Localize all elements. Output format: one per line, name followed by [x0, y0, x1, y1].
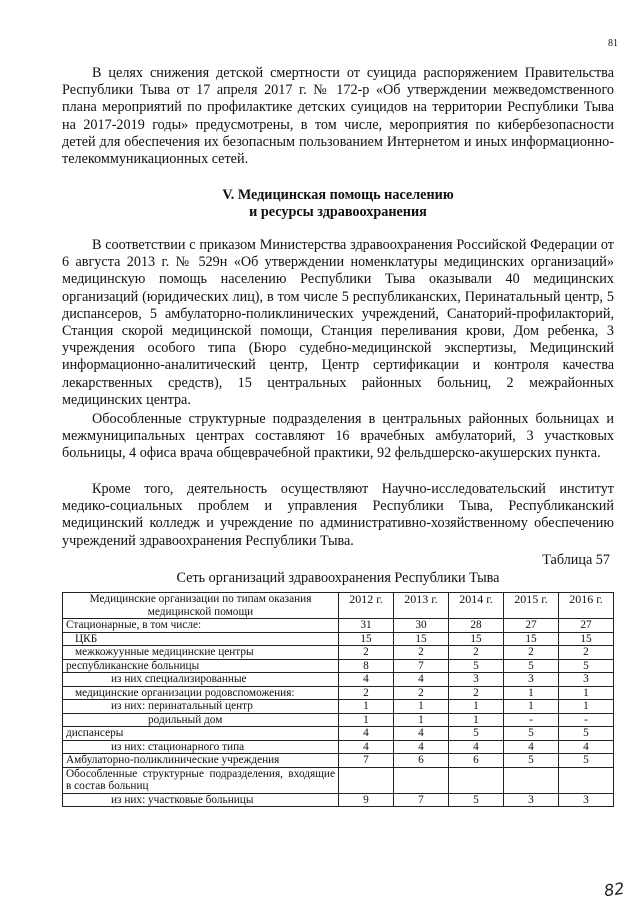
- cell-value: 7: [394, 659, 449, 673]
- table-row: [63, 673, 614, 687]
- cell-value: 9: [339, 793, 394, 807]
- table-row: [63, 713, 614, 727]
- cell-value: 7: [394, 793, 449, 807]
- cell-value: 1: [559, 686, 614, 700]
- table-row: [63, 619, 614, 633]
- cell-value: 4: [339, 727, 394, 741]
- table-row: [63, 700, 614, 714]
- cell-value: 4: [504, 740, 559, 754]
- paragraph-structural-units: Обособленные структурные подразделения в центральных районных больницах и межмуниципальных центрах составляют 16 врачебных амбулаторий, 3 участковых больницы, 4 офиса врача общеврачебной практики, 92 фельдшерско-акушерских пункта.: [62, 411, 614, 462]
- cell-value: 2: [394, 686, 449, 700]
- cell-value: 8: [339, 659, 394, 673]
- cell-value: 3: [449, 673, 504, 687]
- handwritten-page-mark: 82: [602, 878, 626, 901]
- table-number: Таблица 57: [542, 552, 610, 568]
- cell-value: 1: [504, 700, 559, 714]
- cell-value: 1: [339, 700, 394, 714]
- table-title: Сеть организаций здравоохранения Республики Тыва: [176, 570, 500, 586]
- row-label: из них: стационарного типа: [63, 740, 339, 754]
- header-year: 2013 г.: [394, 593, 449, 619]
- cell-value: [339, 767, 394, 793]
- cell-value: 15: [394, 632, 449, 646]
- table-row: [63, 740, 614, 754]
- cell-value: 4: [394, 740, 449, 754]
- cell-value: -: [559, 713, 614, 727]
- cell-value: 4: [339, 740, 394, 754]
- row-label: Обособленные структурные подразделения, входящие в состав больниц: [63, 767, 339, 793]
- cell-value: 5: [449, 727, 504, 741]
- cell-value: 4: [394, 673, 449, 687]
- cell-value: 1: [449, 700, 504, 714]
- cell-value: 2: [394, 646, 449, 660]
- cell-value: 2: [559, 646, 614, 660]
- row-label: медицинские организации родовспоможения:: [63, 686, 339, 700]
- cell-value: 31: [339, 619, 394, 633]
- cell-value: 2: [339, 646, 394, 660]
- header-year: 2012 г.: [339, 593, 394, 619]
- table-row: [63, 767, 614, 793]
- cell-value: 2: [504, 646, 559, 660]
- cell-value: 15: [504, 632, 559, 646]
- cell-value: 5: [449, 659, 504, 673]
- cell-value: [559, 767, 614, 793]
- cell-value: 1: [559, 700, 614, 714]
- table-row: [63, 686, 614, 700]
- cell-value: 5: [559, 754, 614, 768]
- header-year: 2014 г.: [449, 593, 504, 619]
- row-label: Амбулаторно-поликлинические учреждения: [63, 754, 339, 768]
- section-heading-line2: и ресурсы здравоохранения: [249, 204, 427, 220]
- header-year: 2015 г.: [504, 593, 559, 619]
- cell-value: 27: [504, 619, 559, 633]
- section-heading-line1: V. Медицинская помощь населению: [222, 187, 454, 203]
- cell-value: 3: [559, 793, 614, 807]
- cell-value: 4: [394, 727, 449, 741]
- row-label: из них: перинатальный центр: [63, 700, 339, 714]
- cell-value: 4: [339, 673, 394, 687]
- section-heading: [62, 187, 614, 221]
- header-label: Медицинские организации по типам оказания медицинской помощи: [63, 593, 339, 619]
- table-row: [63, 727, 614, 741]
- row-label: межкожуунные медицинские центры: [63, 646, 339, 660]
- cell-value: 1: [339, 713, 394, 727]
- cell-value: 3: [504, 673, 559, 687]
- table-header-row: [63, 593, 614, 619]
- table-row: [63, 659, 614, 673]
- cell-value: 1: [504, 686, 559, 700]
- cell-value: 15: [559, 632, 614, 646]
- cell-value: 4: [449, 740, 504, 754]
- cell-value: 5: [504, 727, 559, 741]
- row-label: диспансеры: [63, 727, 339, 741]
- paragraph-medical-organizations: В соответствии с приказом Министерства здравоохранения Российской Федерации от 6 августа 2013 г. № 529н «Об утверждении номенклатуры медицинских организаций» медицинскую помощь населению Республики Тыва оказывали 40 медицинских организаций (юридических лиц), в том числе 5 республиканских, Перинатальный центр, 5 диспансеров, 5 амбулаторно-поликлинических учреждений, Санаторий-профилакторий, Станция скорой медицинской помощи, Станция переливания крови, Дом ребенка, 3 учреждения особого типа (Бюро судебно-медицинской экспертизы, Медицинский информационно-аналитический центр, Центр сертификации и контроля качества лекарственных средств), 15 центральных районных больниц, 2 межрайонных медицинских центра.: [62, 237, 614, 408]
- cell-value: [394, 767, 449, 793]
- cell-value: [449, 767, 504, 793]
- cell-value: 3: [559, 673, 614, 687]
- table-row: [63, 793, 614, 807]
- cell-value: 5: [559, 659, 614, 673]
- cell-value: 5: [504, 754, 559, 768]
- cell-value: 1: [394, 713, 449, 727]
- cell-value: 3: [504, 793, 559, 807]
- paragraph-other-institutions: Кроме того, деятельность осуществляют Научно-исследовательский институт медико-социальных проблем и управления Республики Тыва, Республиканский медицинский колледж и учреждение по административно-хозяйственному обеспечению учреждений здравоохранения Республики Тыва.: [62, 481, 614, 549]
- table-row: [63, 646, 614, 660]
- row-label: республиканские больницы: [63, 659, 339, 673]
- row-label: из них: участковые больницы: [63, 793, 339, 807]
- cell-value: 6: [449, 754, 504, 768]
- table-row: [63, 754, 614, 768]
- table-row: [63, 632, 614, 646]
- cell-value: 15: [339, 632, 394, 646]
- row-label: Стационарные, в том числе:: [63, 619, 339, 633]
- cell-value: 6: [394, 754, 449, 768]
- header-year: 2016 г.: [559, 593, 614, 619]
- cell-value: 1: [394, 700, 449, 714]
- cell-value: 1: [449, 713, 504, 727]
- cell-value: 7: [339, 754, 394, 768]
- cell-value: 2: [339, 686, 394, 700]
- cell-value: 2: [449, 646, 504, 660]
- cell-value: -: [504, 713, 559, 727]
- cell-value: 4: [559, 740, 614, 754]
- cell-value: 28: [449, 619, 504, 633]
- paragraph-suicide-prevention: В целях снижения детской смертности от суицида распоряжением Правительства Республики Тыва от 17 апреля 2017 г. № 172-р «Об утверждении межведомственного плана мероприятий по профилактике детских суицидов на территории Республики Тыва на 2017-2019 годы» предусмотрены, в том числе, мероприятия по кибербезопасности детей для обеспечения их безопасным пользованием Интернетом и иных информационно-телекоммуникационных сетей.: [62, 65, 614, 168]
- row-label: из них специализированные: [63, 673, 339, 687]
- row-label: ЦКБ: [63, 632, 339, 646]
- page-number: 81: [608, 38, 618, 49]
- organizations-table: [62, 592, 614, 807]
- row-label: родильный дом: [63, 713, 339, 727]
- cell-value: 30: [394, 619, 449, 633]
- cell-value: 27: [559, 619, 614, 633]
- cell-value: [504, 767, 559, 793]
- cell-value: 5: [449, 793, 504, 807]
- cell-value: 2: [449, 686, 504, 700]
- cell-value: 15: [449, 632, 504, 646]
- cell-value: 5: [559, 727, 614, 741]
- cell-value: 5: [504, 659, 559, 673]
